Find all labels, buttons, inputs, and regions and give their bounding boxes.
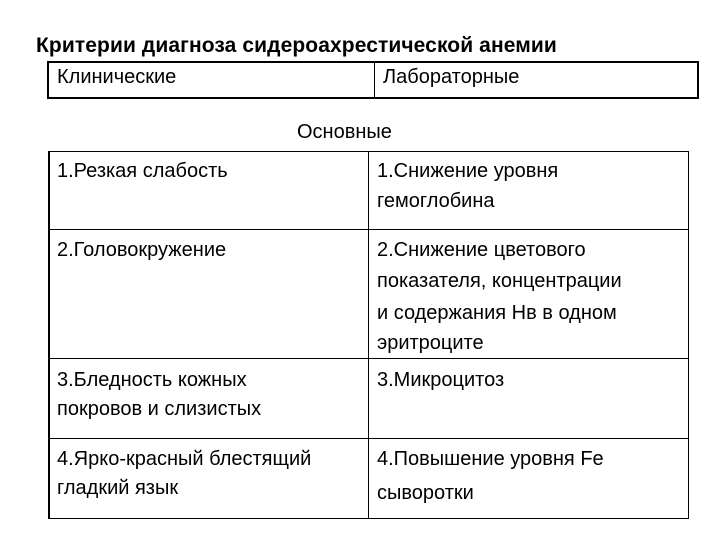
page-title: Критерии диагноза сидероахрестической анемии: [36, 34, 557, 57]
lab-criterion-line: эритроците: [377, 332, 484, 354]
lab-criterion-line: 2.Снижение цветового: [377, 239, 586, 261]
clinical-criterion-line: 2.Головокружение: [57, 239, 227, 261]
lab-criterion-line: гемоглобина: [377, 190, 495, 212]
lab-criterion-line: 4.Повышение уровня Fe: [377, 448, 604, 470]
clinical-criterion-line: покровов и слизистых: [57, 398, 262, 420]
lab-criterion-line: 1.Снижение уровня: [377, 160, 559, 182]
table-row-divider: [48, 229, 689, 230]
clinical-criterion-line: 3.Бледность кожных: [57, 369, 247, 391]
table-row-divider: [48, 438, 689, 439]
lab-criterion-line: 3.Микроцитоз: [377, 369, 505, 391]
lab-criterion-line: и содержания Нв в одном: [377, 302, 617, 324]
column-header-clinical: Клинические: [57, 66, 177, 88]
lab-criterion-line: сыворотки: [377, 482, 474, 504]
table-row-divider: [48, 358, 689, 359]
clinical-criterion-line: 4.Ярко-красный блестящий: [57, 448, 312, 470]
column-header-divider: [374, 61, 375, 99]
clinical-criterion-line: 1.Резкая слабость: [57, 160, 228, 182]
clinical-criterion-line: гладкий язык: [57, 477, 179, 499]
section-label: Основные: [297, 121, 392, 143]
column-header-laboratory: Лабораторные: [383, 66, 520, 88]
lab-criterion-line: показателя, концентрации: [377, 270, 622, 292]
table-column-divider: [368, 151, 369, 519]
